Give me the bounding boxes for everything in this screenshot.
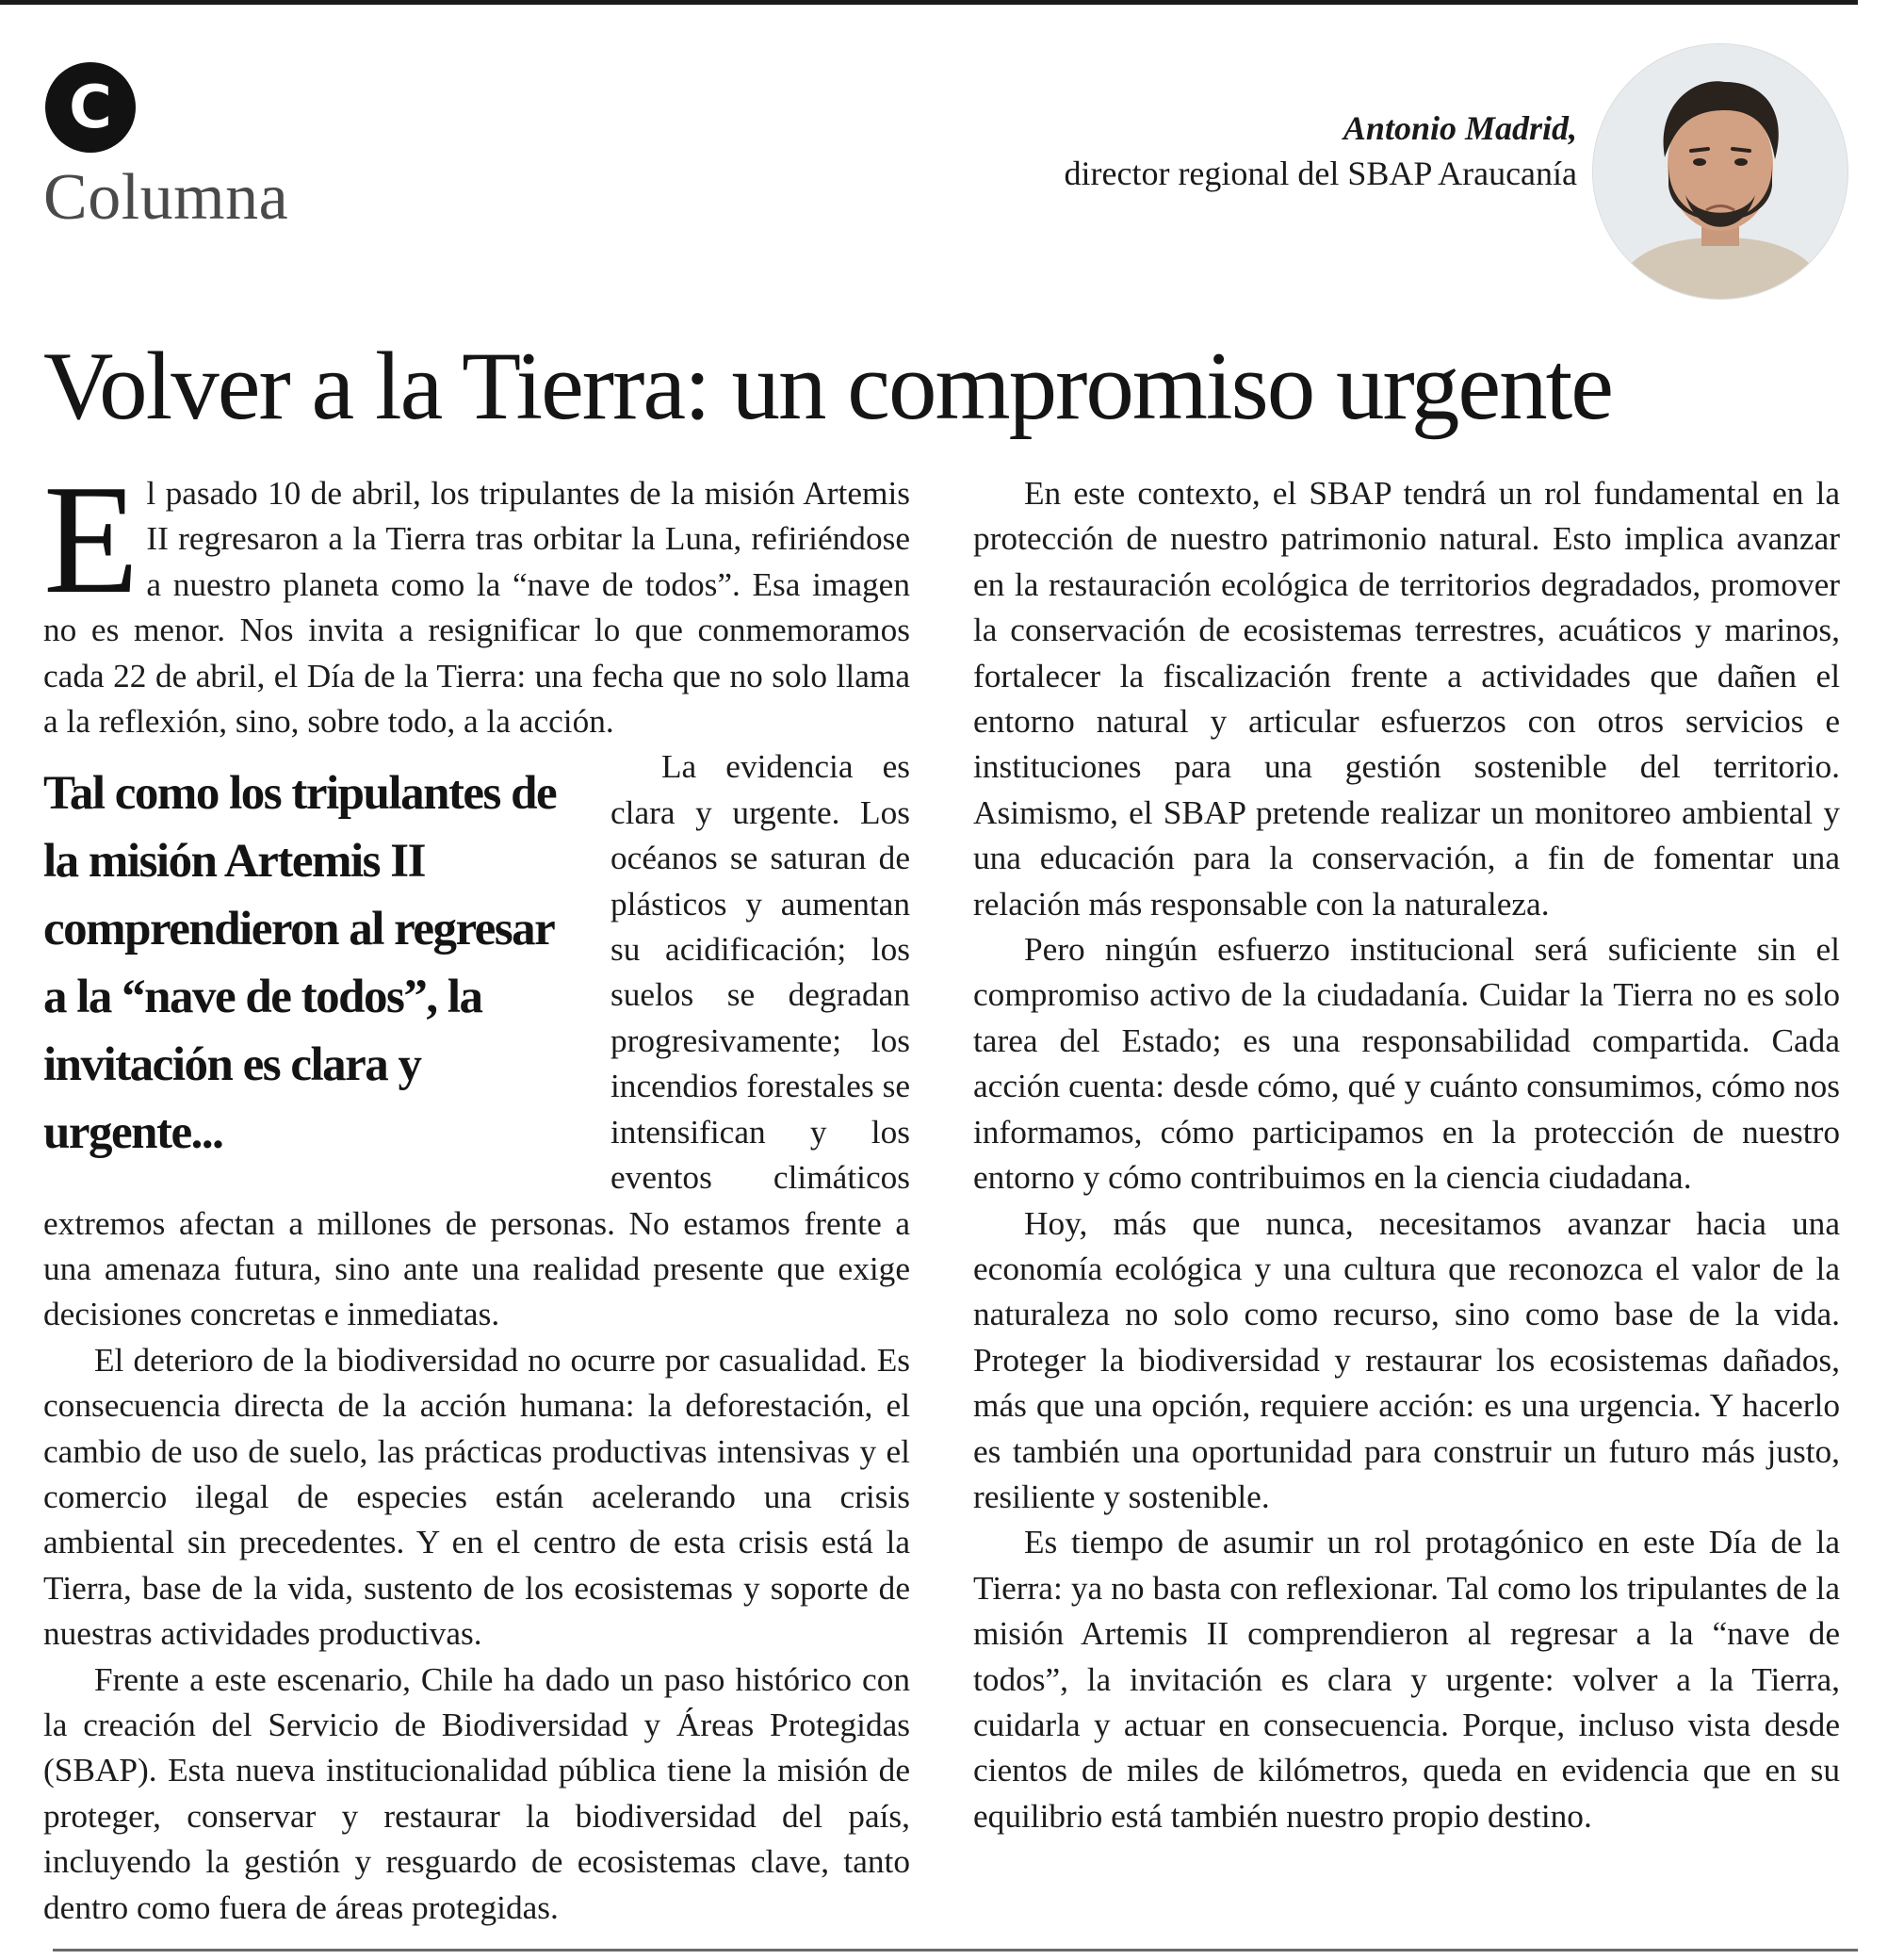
author-name: Antonio Madrid, [1343,109,1577,147]
author-portrait-icon [1592,43,1848,300]
portrait-illustration [1593,44,1847,299]
section-label: Columna [43,161,289,234]
bottom-rule [53,1949,1858,1952]
paragraph-4: Frente a este escenario, Chile ha dado un paso histórico con la creación del Servicio de Biodiversidad y Áreas Protegidas (SBAP). Esta nueva institucionalidad pública tiene la misión de proteger, conservar y restaurar la biodiversidad del país, incluyendo la gestión y resguardo de ecosistemas clave, tanto dentro como fuera de áreas protegidas. [43,1660,910,1926]
paragraph-6: Pero ningún esfuerzo institucional será suficiente sin el compromiso activo de la ciudadanía. Cuidar la Tierra no es solo tarea del Estado; es una responsabilidad compartida. Cada acción cuenta: desde cómo, qué y cuánto consumimos, cómo nos informamos, cómo participamos en la protección de nuestro entorno y cómo contribuimos en la ciencia ciudadana. [973,931,1840,1197]
paragraph-7: Hoy, más que nunca, necesitamos avanzar hacia una economía ecológica y una cultura que reconozca el valor de la naturaleza no solo como recurso, sino como base de la vida. Proteger la biodiversidad y restaurar los ecosistemas dañados, más que una opción, requiere acción: es una urgencia. Y hacerlo es también una oportunidad para construir un futuro más justo, resiliente y sostenible. [973,1204,1840,1515]
top-rule [0,0,1858,5]
drop-cap: E [43,452,139,626]
paragraph-1 [43,452,910,744]
column-badge: C [45,62,136,153]
author-role: director regional del SBAP Araucanía [1064,155,1577,192]
article-column-left [43,452,910,1931]
author-byline [1065,106,1578,196]
pull-quote: Tal como los tripulantes de la misión Artemis II comprendieron al regresar a la “nave de todos”, la invitación es clara y urgente... [43,767,557,1160]
paragraph-2 [43,744,910,1337]
paragraph-2-text: La evidencia es clara y urgente. Los océanos se saturan de plásticos y aumentan su acidificación; los suelos se degradan progresivamente; los incendios forestales se intensifican y los eventos climáticos extremos afectan a millones de personas. No estamos frente a una amenaza futura, sino ante una realidad presente que exige decisiones concretas e inmediatas. [43,748,910,1333]
paragraph-1-text: l pasado 10 de abril, los tripulantes de la misión Artemis II regresaron a la Tierra tras orbitar la Luna, refiriéndose a nuestro planeta como la “nave de todos”. Esa imagen no es menor. Nos invita a resignificar lo que conmemoramos cada 22 de abril, el Día de la Tierra: una fecha que no solo llama a la reflexión, sino, sobre todo, a la acción. [43,475,910,741]
paragraph-8: Es tiempo de asumir un rol protagónico en este Día de la Tierra: ya no basta con reflexionar. Tal como los tripulantes de la misión Artemis II comprendieron al regresar a la “nave de todos”, la invitación es clara y urgente: volver a la Tierra, cuidarla y actuar en consecuencia. Porque, incluso vista desde cientos de miles de kilómetros, queda en evidencia que en su equilibrio está también nuestro propio destino. [973,1524,1840,1835]
article-column-right [973,471,1840,1839]
article-headline: Volver a la Tierra: un compromiso urgente [43,333,1612,440]
paragraph-5: En este contexto, el SBAP tendrá un rol fundamental en la protección de nuestro patrimonio natural. Esto implica avanzar en la restauración ecológica de territorios degradados, promover la conservación de ecosistemas terrestres, acuáticos y marinos, fortalecer la fiscalización frente a actividades que dañen el entorno natural y articular esfuerzos con otros servicios e instituciones para una gestión sostenible del territorio. Asimismo, el SBAP pretende realizar un monitoreo ambiental y una educación para la conservación, a fin de fomentar una relación más responsable con la naturaleza. [973,475,1840,923]
paragraph-3: El deterioro de la biodiversidad no ocurre por casualidad. Es consecuencia directa de la acción humana: la deforestación, el cambio de uso de suelo, las prácticas productivas intensivas y el comercio ilegal de especies están acelerando una crisis ambiental sin precedentes. Y en el centro de esta crisis está la Tierra, base de la vida, sustento de los ecosistemas y soporte de nuestras actividades productivas. [43,1341,910,1653]
